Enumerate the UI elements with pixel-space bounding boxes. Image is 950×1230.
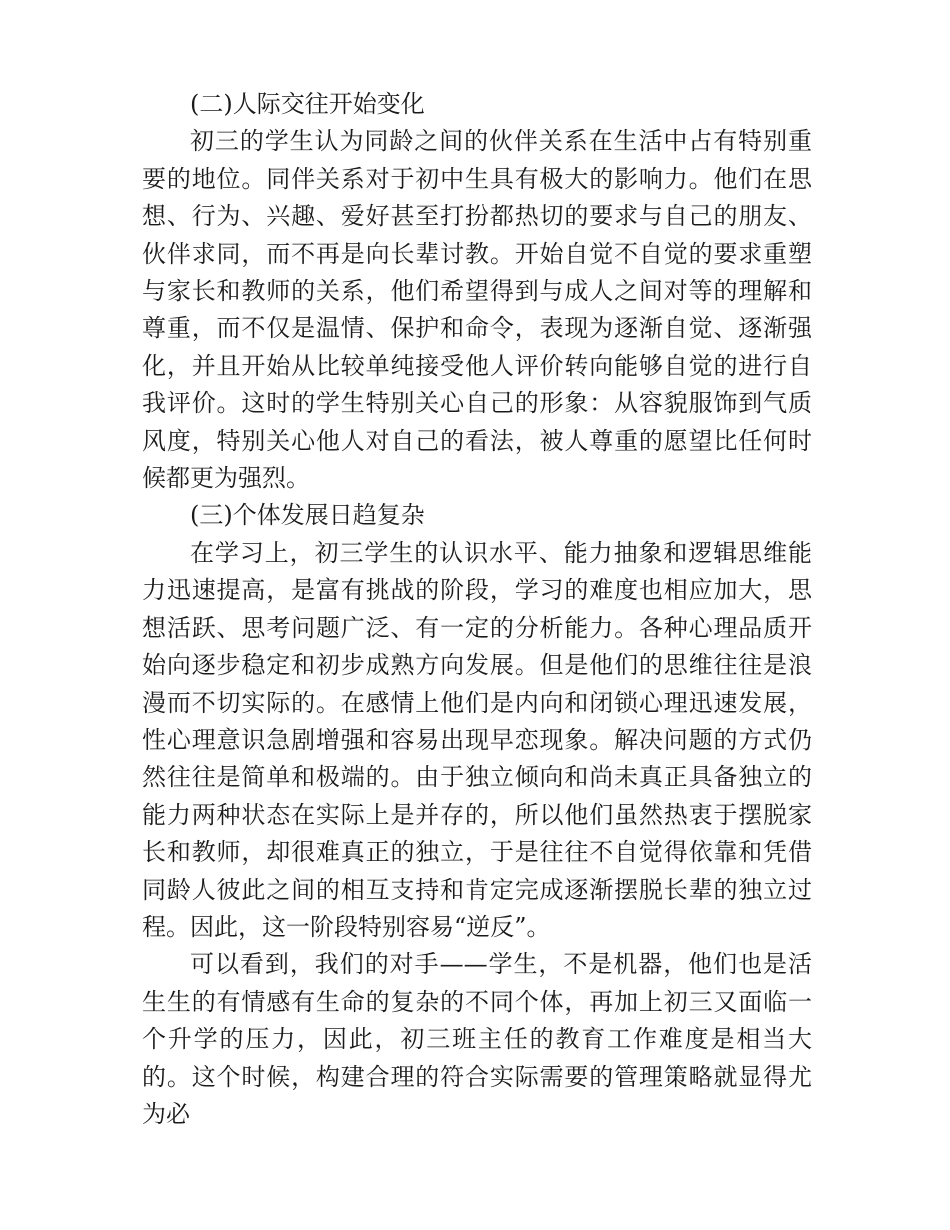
paragraph-interpersonal: 初三的学生认为同龄之间的伙伴关系在生活中占有特别重要的地位。同伴关系对于初中生具有极大的影响力。他们在思想、行为、兴趣、爱好甚至打扮都热切的要求与自己的朋友、伙伴求同，而不再是向长辈讨教。开始自觉不自觉的要求重塑与家长和教师的关系，他们希望得到与成人之间对等的理解和尊重，而不仅是温情、保护和命令，表现为逐渐自觉、逐渐强化，并且开始从比较单纯接受他人评价转向能够自觉的进行自我评价。这时的学生特别关心自己的形象：从容貌服饰到气质风度，特别关心他人对自己的看法，被人尊重的愿望比任何时候都更为强烈。 xyxy=(142,127,812,493)
section-heading-development: (三)个体发展日趋复杂 xyxy=(190,501,425,530)
paragraph-development: 在学习上，初三学生的认识水平、能力抽象和逻辑思维能力迅速提高，是富有挑战的阶段，学习的难度也相应加大，思想活跃、思考问题广泛、有一定的分析能力。各种心理品质开始向逐步稳定和初步成熟方向发展。但是他们的思维往往是浪漫而不切实际的。在感情上他们是内向和闭锁心理迅速发展，性心理意识急剧增强和容易出现早恋现象。解决问题的方式仍然往往是简单和极端的。由于独立倾向和尚未真正具备独立的能力两种状态在实际上是并存的，所以他们虽然热衷于摆脱家长和教师，却很难真正的独立，于是往往不自觉得依靠和凭借同龄人彼此之间的相互支持和肯定完成逐渐摆脱长辈的独立过程。因此，这一阶段特别容易“逆反”。 xyxy=(142,538,812,941)
section-heading-interpersonal: (二)人际交往开始变化 xyxy=(190,90,425,118)
paragraph-conclusion: 可以看到，我们的对手——学生，不是机器，他们也是活生生的有情感有生命的复杂的不同个体，再加上初三又面临一个升学的压力，因此，初三班主任的教育工作难度是相当大的。这个时候，构建合理的符合实际需要的管理策略就显得尤为必 xyxy=(142,950,812,1128)
document-page xyxy=(142,86,812,1133)
